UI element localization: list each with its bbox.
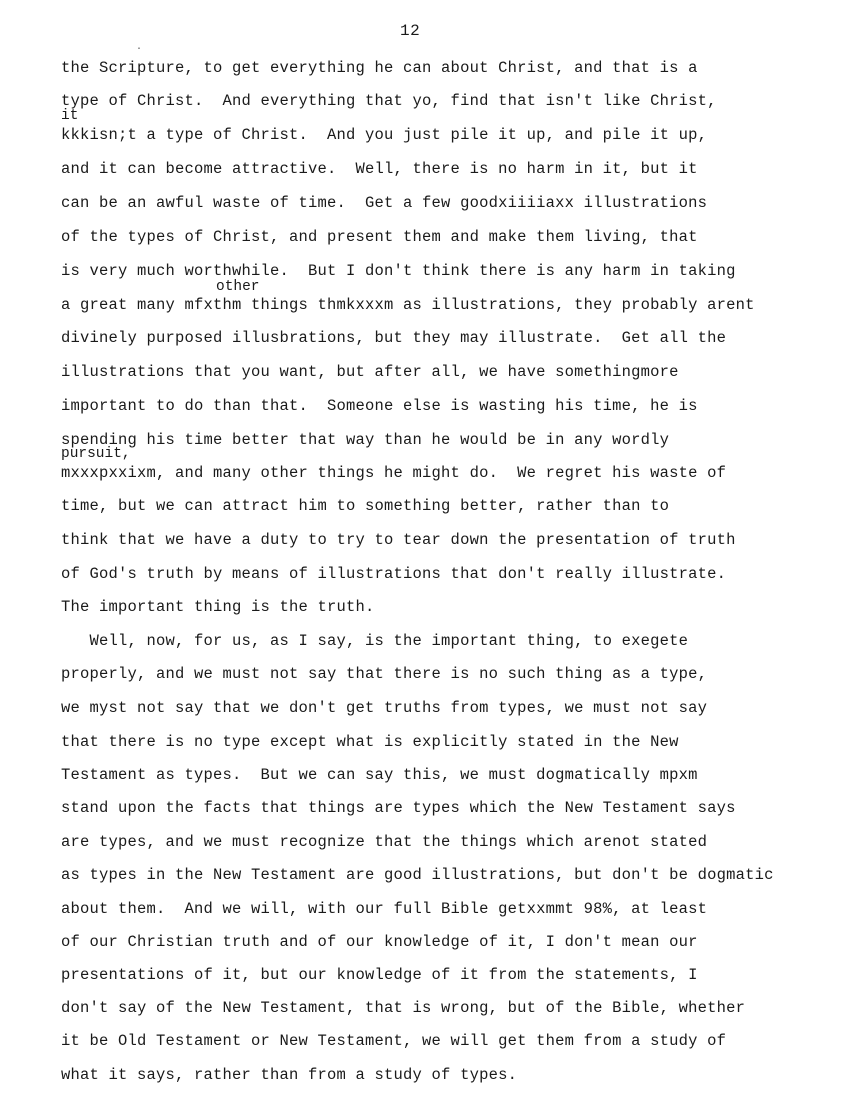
text-line: a great many mfxthm things thmkxxxm as illustrations, they probably arent [61, 296, 755, 314]
interlinear-insert-other: other [216, 279, 260, 295]
text-line: of our Christian truth and of our knowledge of it, I don't mean our [61, 933, 698, 951]
text-line: kkkisn;t a type of Christ. And you just pile it up, and pile it up, [61, 126, 708, 144]
interlinear-insert-pursuit: pursuit, [61, 446, 131, 462]
page-number: 12 [400, 22, 421, 40]
text-line: as types in the New Testament are good illustrations, but don't be dogmatic [61, 866, 774, 884]
text-line: Testament as types. But we can say this, we must dogmatically mpxm [61, 766, 698, 784]
text-line: are types, and we must recognize that the things which arenot stated [61, 833, 708, 851]
text-line: the Scripture, to get everything he can about Christ, and that is a [61, 59, 698, 77]
text-line: what it says, rather than from a study of types. [61, 1066, 518, 1084]
text-line: of the types of Christ, and present them and make them living, that [61, 228, 698, 246]
text-line: important to do than that. Someone else is wasting his time, he is [61, 397, 698, 415]
text-line: that there is no type except what is explicitly stated in the New [61, 733, 679, 751]
text-line: it be Old Testament or New Testament, we will get them from a study of [61, 1032, 727, 1050]
text-line: divinely purposed illusbrations, but they may illustrate. Get all the [61, 329, 727, 347]
text-line: properly, and we must not say that there is no such thing as a type, [61, 665, 708, 683]
text-line: can be an awful waste of time. Get a few goodxiiiiaxx illustrations [61, 194, 708, 212]
text-line: is very much worthwhile. But I don't think there is any harm in taking [61, 262, 736, 280]
text-line: Well, now, for us, as I say, is the important thing, to exegete [61, 632, 689, 650]
text-line: of God's truth by means of illustrations that don't really illustrate. [61, 565, 727, 583]
text-line: don't say of the New Testament, that is wrong, but of the Bible, whether [61, 999, 746, 1017]
text-line: and it can become attractive. Well, there is no harm in it, but it [61, 160, 698, 178]
text-line: stand upon the facts that things are types which the New Testament says [61, 799, 736, 817]
text-line: mxxxpxxixm, and many other things he might do. We regret his waste of [61, 464, 727, 482]
text-line: illustrations that you want, but after all, we have somethingmore [61, 363, 679, 381]
text-line: The important thing is the truth. [61, 598, 375, 616]
interlinear-insert-it: it [61, 108, 79, 124]
text-line: think that we have a duty to try to tear down the presentation of truth [61, 531, 736, 549]
stray-mark: . [136, 42, 143, 53]
text-line: we myst not say that we don't get truths from types, we must not say [61, 699, 708, 717]
text-line: time, but we can attract him to something better, rather than to [61, 497, 670, 515]
text-line: spending his time better that way than he would be in any wordly [61, 431, 670, 449]
text-line: presentations of it, but our knowledge of it from the statements, I [61, 966, 698, 984]
text-line: about them. And we will, with our full Bible getxxmmt 98%, at least [61, 900, 708, 918]
text-line: type of Christ. And everything that yo, find that isn't like Christ, [61, 92, 717, 110]
